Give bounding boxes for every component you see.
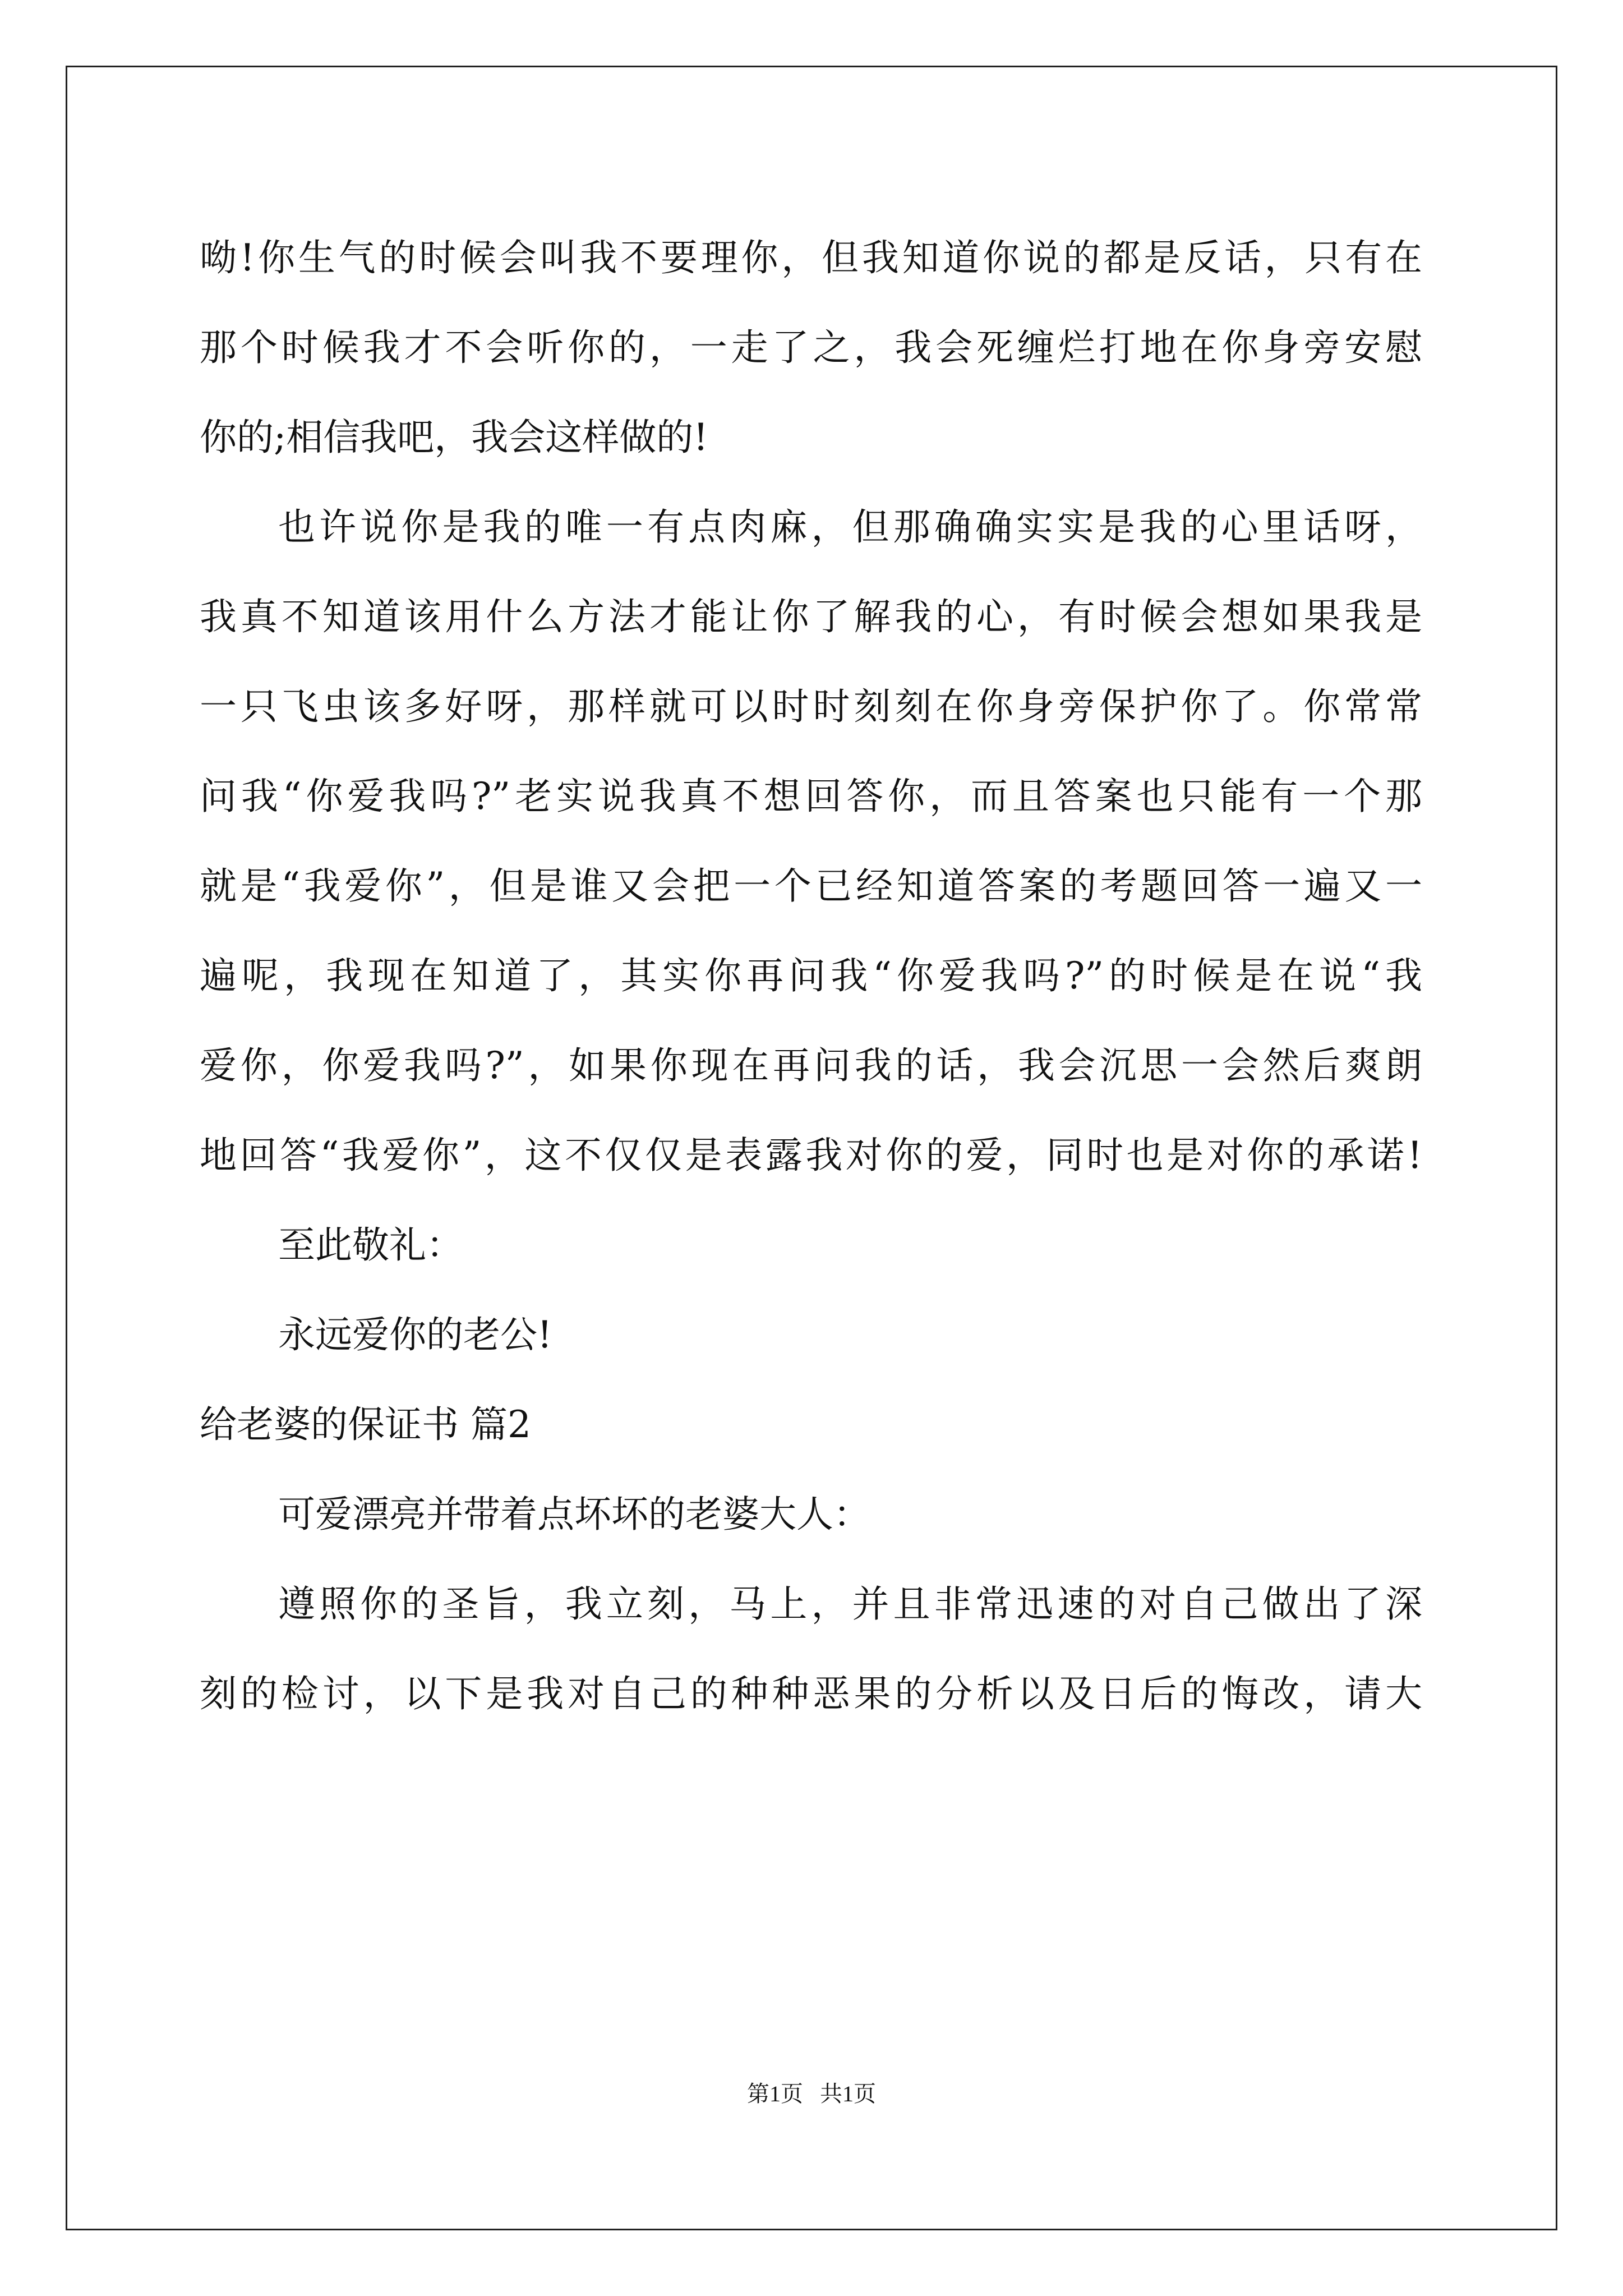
- text-line: 遍呢，我现在知道了，其实你再问我“你爱我吗?”的时候是在说“我: [200, 954, 1422, 997]
- text-line: 问我“你爱我吗?”老实说我真不想回答你，而且答案也只能有一个那: [200, 775, 1422, 818]
- text-line: 地回答“我爱你”，这不仅仅是表露我对你的爱，同时也是对你的承诺!: [200, 1134, 1422, 1177]
- text-line: 至此敬礼：: [278, 1223, 463, 1267]
- text-line: 刻的检讨，以下是我对自己的种种恶果的分析以及日后的悔改，请大: [200, 1672, 1422, 1715]
- text-line: 给老婆的保证书 篇2: [200, 1403, 531, 1446]
- text-line: 你的;相信我吧，我会这样做的!: [200, 416, 708, 459]
- text-line: 遵照你的圣旨，我立刻，马上，并且非常迅速的对自己做出了深: [278, 1582, 1422, 1626]
- text-line: 就是“我爱你”，但是谁又会把一个已经知道答案的考题回答一遍又一: [200, 864, 1422, 908]
- text-line: 爱你，你爱我吗?”，如果你现在再问我的话，我会沉思一会然后爽朗: [200, 1044, 1422, 1087]
- text-line: 一只飞虫该多好呀，那样就可以时时刻刻在你身旁保护你了。你常常: [200, 685, 1422, 728]
- text-line: 那个时候我才不会听你的，一走了之，我会死缠烂打地在你身旁安慰: [200, 326, 1422, 369]
- text-line: 呦!你生气的时候会叫我不要理你，但我知道你说的都是反话，只有在: [200, 236, 1422, 279]
- text-line: 我真不知道该用什么方法才能让你了解我的心，有时候会想如果我是: [200, 595, 1422, 638]
- text-line: 也许说你是我的唯一有点肉麻，但那确确实实是我的心里话呀，: [278, 505, 1422, 549]
- text-line: 可爱漂亮并带着点坏坏的老婆大人：: [278, 1493, 870, 1536]
- page-footer: 第1页 共1页: [747, 2081, 876, 2106]
- text-line: 永远爱你的老公!: [278, 1313, 552, 1356]
- document-body: [200, 213, 1422, 1739]
